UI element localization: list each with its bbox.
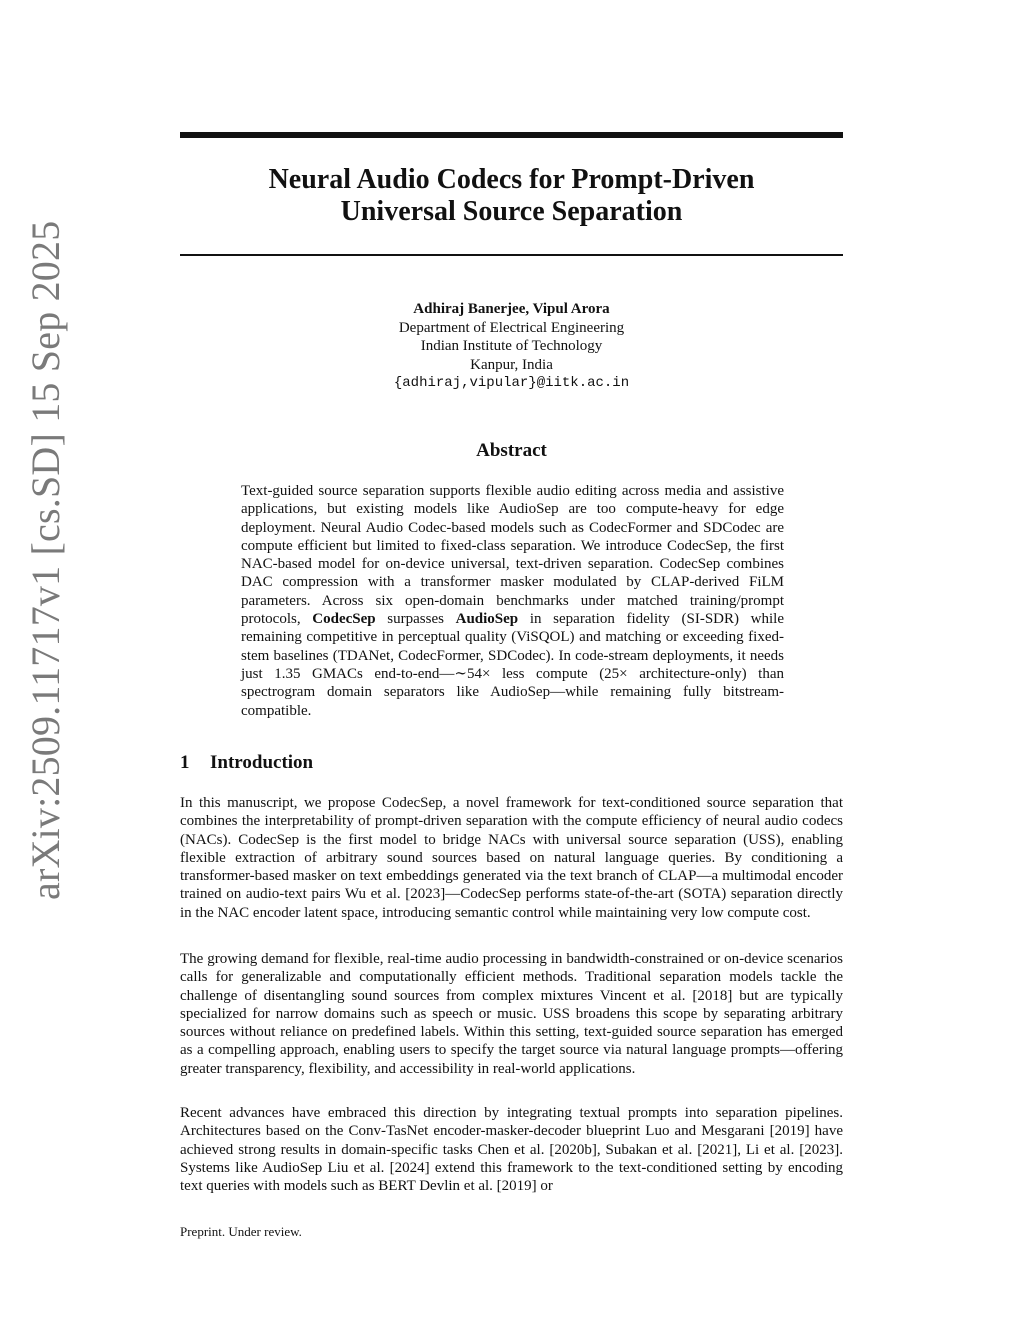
title-bottom-rule: [180, 254, 843, 256]
author-location: Kanpur, India: [470, 356, 553, 373]
abstract-text-part-2: surpasses: [375, 611, 456, 628]
abstract-heading: Abstract: [476, 440, 547, 461]
section-heading-introduction: [180, 752, 843, 774]
abstract-text-part-1: Text-guided source separation supports flexible audio editing across media and assistive applications, but existing models like AudioSep are too compute-heavy for edge deployment. Neural Audio Codec-based models such as CodecFormer and SDCodec are compute efficient but limited to fixed-class separation. We introduce CodecSep, the first NAC-based model for on-device universal, text-driven separation. CodecSep combines DAC compression with a transformer masker modulated by CLAP-derived FiLM parameters. Across six open-domain benchmarks under matched training/prompt protocols,: [241, 483, 784, 628]
author-block: [180, 300, 843, 393]
preprint-footer: Preprint. Under review.: [180, 1224, 302, 1239]
abstract-body: [241, 482, 784, 720]
arxiv-identifier-stamp: arXiv:2509.11717v1 [cs.SD] 15 Sep 2025: [23, 220, 68, 900]
abstract-bold-codecsep: CodecSep: [312, 611, 376, 628]
intro-paragraph-1: In this manuscript, we propose CodecSep, a novel framework for text-conditioned source separation that combines the interpretability of prompt-driven separation with the compute efficiency of neural audio codecs (NACs). CodecSep is the first model to bridge NACs with universal source separation (USS), enabling flexible extraction of arbitrary sound sources based on natural language queries. By conditioning a transformer-based masker on text embeddings generated via the text branch of CLAP—a multimodal encoder trained on audio-text pairs Wu et al. [2023]—CodecSep performs state-of-the-art (SOTA) separation directly in the NAC encoder latent space, introducing semantic control while maintaining very low compute cost.: [180, 795, 843, 921]
paper-title: [180, 164, 843, 228]
title-line-1: Neural Audio Codecs for Prompt-Driven: [268, 164, 755, 195]
author-names: Adhiraj Banerjee, Vipul Arora: [413, 301, 610, 317]
abstract-bold-audiosep: AudioSep: [455, 611, 519, 628]
intro-paragraph-3: Recent advances have embraced this direction by integrating textual prompts into separation pipelines. Architectures based on the Conv-TasNet encoder-masker-decoder blueprint Luo and Mesgarani [2019] have achieved strong results in domain-specific tasks Chen et al. [2020b], Subakan et al. [2021], Li et al. [2023]. Systems like AudioSep Liu et al. [2024] extend this framework to the text-conditioned setting by encoding text queries with models such as BERT Devlin et al. [2019] or: [180, 1105, 843, 1195]
abstract-text-part-3: in separation fidelity (SI-SDR) while remaining competitive in perceptual quality (ViSQOL) and matching or exceeding fixed-stem baselines (TDANet, CodecFormer, SDCodec). In code-stream deployments, it needs just 1.35 GMACs end-to-end—∼54× less compute (25× architecture-only) than spectrogram domain separators like AudioSep—while remaining fully bitstream-compatible.: [241, 611, 784, 719]
section-title: Introduction: [210, 752, 314, 773]
intro-paragraph-2: The growing demand for flexible, real-time audio processing in bandwidth-constrained or on-device scenarios calls for generalizable and computationally efficient methods. Traditional separation models tackle the challenge of disentangling sound sources from complex mixtures Vincent et al. [2018] but are typically specialized for narrow domains such as speech or music. USS broadens this scope by separating arbitrary sources without reliance on predefined labels. Within this setting, text-guided source separation has emerged as a compelling approach, enabling users to specify the target source via natural language prompts—offering greater transparency, flexibility, and accessibility in real-world applications.: [180, 951, 843, 1077]
section-number: 1: [180, 752, 190, 773]
author-department: Department of Electrical Engineering: [398, 319, 625, 336]
author-email: {adhiraj,vipular}@iitk.ac.in: [393, 375, 630, 391]
title-line-2: Universal Source Separation: [340, 196, 683, 227]
author-institute: Indian Institute of Technology: [420, 338, 603, 354]
title-top-rule: [180, 132, 843, 138]
